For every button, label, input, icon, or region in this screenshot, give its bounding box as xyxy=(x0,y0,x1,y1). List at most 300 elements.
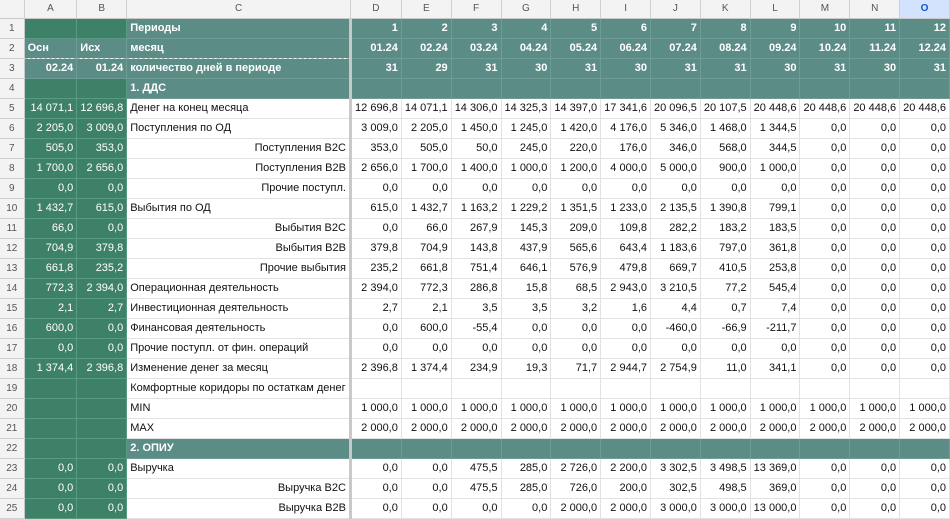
month-label[interactable]: месяц xyxy=(127,38,351,58)
value-cell[interactable]: 3 498,5 xyxy=(700,458,750,478)
value-cell[interactable]: 0,0 xyxy=(700,178,750,198)
value-cell[interactable]: -66,9 xyxy=(700,318,750,338)
value-cell[interactable]: 1 000,0 xyxy=(700,398,750,418)
value-osn[interactable]: 1 700,0 xyxy=(24,158,77,178)
value-cell[interactable] xyxy=(850,378,900,398)
value-cell[interactable] xyxy=(700,378,750,398)
value-cell[interactable]: 2 726,0 xyxy=(551,458,601,478)
value-cell[interactable]: 0,7 xyxy=(700,298,750,318)
month-cell[interactable]: 12.24 xyxy=(900,38,950,58)
value-cell[interactable]: 0,0 xyxy=(750,178,800,198)
value-cell[interactable]: 505,0 xyxy=(401,138,451,158)
row-header[interactable]: 12 xyxy=(0,238,24,258)
value-cell[interactable]: 0,0 xyxy=(800,118,850,138)
value-cell[interactable]: 475,5 xyxy=(451,478,501,498)
value-cell[interactable]: 0,0 xyxy=(900,338,950,358)
value-cell[interactable]: 253,8 xyxy=(750,258,800,278)
value-cell[interactable]: 0,0 xyxy=(401,498,451,518)
value-isx[interactable] xyxy=(77,378,127,398)
row-header[interactable]: 24 xyxy=(0,478,24,498)
value-cell[interactable]: 20 448,6 xyxy=(900,98,950,118)
value-cell[interactable]: 346,0 xyxy=(651,138,701,158)
days-cell[interactable]: 31 xyxy=(900,58,950,78)
value-cell[interactable]: 0,0 xyxy=(800,138,850,158)
value-isx[interactable]: 0,0 xyxy=(77,478,127,498)
column-header-e[interactable]: E xyxy=(401,0,451,18)
row-label[interactable]: Выбытия B2C xyxy=(127,218,351,238)
value-cell[interactable]: 1 432,7 xyxy=(401,198,451,218)
value-cell[interactable]: 0,0 xyxy=(850,238,900,258)
period-number[interactable]: 10 xyxy=(800,18,850,38)
value-cell[interactable]: 0,0 xyxy=(850,358,900,378)
value-cell[interactable]: 0,0 xyxy=(551,338,601,358)
value-cell[interactable]: 2 000,0 xyxy=(651,418,701,438)
month-cell[interactable]: 03.24 xyxy=(451,38,501,58)
value-cell[interactable]: 545,4 xyxy=(750,278,800,298)
value-osn[interactable]: 0,0 xyxy=(24,338,77,358)
value-cell[interactable]: 498,5 xyxy=(700,478,750,498)
value-osn[interactable]: 0,0 xyxy=(24,458,77,478)
value-isx[interactable]: 2 396,8 xyxy=(77,358,127,378)
row-header[interactable]: 21 xyxy=(0,418,24,438)
value-cell[interactable] xyxy=(800,378,850,398)
value-cell[interactable]: 704,9 xyxy=(401,238,451,258)
value-cell[interactable]: 0,0 xyxy=(850,318,900,338)
days-a[interactable]: 02.24 xyxy=(24,58,77,78)
value-cell[interactable]: 1 468,0 xyxy=(700,118,750,138)
column-header-k[interactable]: K xyxy=(700,0,750,18)
value-cell[interactable]: 3,2 xyxy=(551,298,601,318)
value-isx[interactable]: 235,2 xyxy=(77,258,127,278)
row-header[interactable]: 14 xyxy=(0,278,24,298)
value-cell[interactable]: 3,5 xyxy=(451,298,501,318)
row-label[interactable]: Выбытия по ОД xyxy=(127,198,351,218)
value-osn[interactable]: 0,0 xyxy=(24,178,77,198)
value-osn[interactable]: 0,0 xyxy=(24,498,77,518)
section-fill[interactable] xyxy=(750,438,800,458)
value-cell[interactable]: 0,0 xyxy=(900,198,950,218)
value-cell[interactable]: 2 943,0 xyxy=(601,278,651,298)
value-cell[interactable] xyxy=(551,378,601,398)
value-cell[interactable]: 1 000,0 xyxy=(750,398,800,418)
value-cell[interactable]: 0,0 xyxy=(850,138,900,158)
value-cell[interactable]: 77,2 xyxy=(700,278,750,298)
value-cell[interactable]: 3 000,0 xyxy=(700,498,750,518)
value-cell[interactable]: 369,0 xyxy=(750,478,800,498)
value-cell[interactable]: 3,5 xyxy=(501,298,551,318)
days-cell[interactable]: 31 xyxy=(551,58,601,78)
value-cell[interactable]: 0,0 xyxy=(800,358,850,378)
value-isx[interactable]: 353,0 xyxy=(77,138,127,158)
row-header[interactable]: 8 xyxy=(0,158,24,178)
value-cell[interactable]: 0,0 xyxy=(700,338,750,358)
row-header[interactable]: 15 xyxy=(0,298,24,318)
value-cell[interactable] xyxy=(350,378,401,398)
period-number[interactable]: 4 xyxy=(501,18,551,38)
row-label[interactable]: Изменение денег за месяц xyxy=(127,358,351,378)
value-cell[interactable]: 0,0 xyxy=(900,178,950,198)
row-label[interactable]: Операционная деятельность xyxy=(127,278,351,298)
column-header-f[interactable]: F xyxy=(451,0,501,18)
month-cell[interactable]: 09.24 xyxy=(750,38,800,58)
value-cell[interactable]: 479,8 xyxy=(601,258,651,278)
value-isx[interactable]: 615,0 xyxy=(77,198,127,218)
value-cell[interactable]: 2 000,0 xyxy=(800,418,850,438)
section-fill[interactable] xyxy=(651,438,701,458)
value-cell[interactable]: 437,9 xyxy=(501,238,551,258)
value-osn[interactable]: 772,3 xyxy=(24,278,77,298)
value-osn[interactable] xyxy=(24,398,77,418)
value-cell[interactable]: 669,7 xyxy=(651,258,701,278)
value-cell[interactable] xyxy=(651,378,701,398)
value-isx[interactable]: 0,0 xyxy=(77,498,127,518)
month-cell[interactable]: 06.24 xyxy=(601,38,651,58)
value-cell[interactable]: 0,0 xyxy=(850,278,900,298)
value-cell[interactable]: 0,0 xyxy=(800,158,850,178)
section-fill[interactable] xyxy=(350,78,401,98)
month-cell[interactable]: 07.24 xyxy=(651,38,701,58)
value-isx[interactable]: 379,8 xyxy=(77,238,127,258)
value-cell[interactable]: 20 107,5 xyxy=(700,98,750,118)
value-cell[interactable]: 0,0 xyxy=(850,458,900,478)
value-cell[interactable]: 0,0 xyxy=(800,218,850,238)
value-cell[interactable]: 410,5 xyxy=(700,258,750,278)
section-fill[interactable] xyxy=(401,78,451,98)
period-number[interactable]: 9 xyxy=(750,18,800,38)
column-header-d[interactable]: D xyxy=(350,0,401,18)
section-fill[interactable] xyxy=(850,438,900,458)
value-cell[interactable]: 282,2 xyxy=(651,218,701,238)
cell-a[interactable] xyxy=(24,438,77,458)
value-cell[interactable]: 1 374,4 xyxy=(401,358,451,378)
row-header[interactable]: 1 xyxy=(0,18,24,38)
days-cell[interactable]: 31 xyxy=(651,58,701,78)
value-cell[interactable]: 1 000,0 xyxy=(401,398,451,418)
value-cell[interactable]: 0,0 xyxy=(800,238,850,258)
value-cell[interactable]: 14 397,0 xyxy=(551,98,601,118)
month-cell[interactable]: 01.24 xyxy=(350,38,401,58)
value-cell[interactable]: 0,0 xyxy=(800,258,850,278)
value-isx[interactable]: 0,0 xyxy=(77,178,127,198)
value-cell[interactable]: 4 000,0 xyxy=(601,158,651,178)
value-cell[interactable]: 643,4 xyxy=(601,238,651,258)
value-cell[interactable]: 2 394,0 xyxy=(350,278,401,298)
section-fill[interactable] xyxy=(401,438,451,458)
section-fill[interactable] xyxy=(900,438,950,458)
value-cell[interactable]: 0,0 xyxy=(401,338,451,358)
row-header[interactable]: 9 xyxy=(0,178,24,198)
value-cell[interactable]: 2 000,0 xyxy=(551,418,601,438)
section-fill[interactable] xyxy=(551,438,601,458)
row-header[interactable]: 22 xyxy=(0,438,24,458)
value-cell[interactable]: 0,0 xyxy=(451,178,501,198)
value-cell[interactable]: 2 000,0 xyxy=(700,418,750,438)
row-label[interactable]: MIN xyxy=(127,398,351,418)
row-label[interactable]: Выручка B2B xyxy=(127,498,351,518)
value-cell[interactable]: 772,3 xyxy=(401,278,451,298)
value-cell[interactable]: 0,0 xyxy=(850,158,900,178)
section-fill[interactable] xyxy=(451,78,501,98)
row-header[interactable]: 13 xyxy=(0,258,24,278)
value-cell[interactable]: 0,0 xyxy=(850,338,900,358)
row-label[interactable]: Поступления B2C xyxy=(127,138,351,158)
value-cell[interactable]: 353,0 xyxy=(350,138,401,158)
value-isx[interactable]: 0,0 xyxy=(77,318,127,338)
value-cell[interactable]: 0,0 xyxy=(501,338,551,358)
value-cell[interactable]: 20 448,6 xyxy=(800,98,850,118)
value-osn[interactable] xyxy=(24,378,77,398)
value-cell[interactable]: 1 390,8 xyxy=(700,198,750,218)
column-header-b[interactable]: B xyxy=(77,0,127,18)
section-fill[interactable] xyxy=(501,78,551,98)
row-label[interactable]: Инвестиционная деятельность xyxy=(127,298,351,318)
value-cell[interactable]: 0,0 xyxy=(800,198,850,218)
value-cell[interactable]: 11,0 xyxy=(700,358,750,378)
value-cell[interactable]: 661,8 xyxy=(401,258,451,278)
value-cell[interactable]: 0,0 xyxy=(900,218,950,238)
value-cell[interactable]: 1 344,5 xyxy=(750,118,800,138)
value-cell[interactable]: 20 096,5 xyxy=(651,98,701,118)
value-cell[interactable]: 475,5 xyxy=(451,458,501,478)
value-cell[interactable]: 1 200,0 xyxy=(551,158,601,178)
value-isx[interactable] xyxy=(77,398,127,418)
value-cell[interactable]: 0,0 xyxy=(900,138,950,158)
value-cell[interactable]: 0,0 xyxy=(551,318,601,338)
value-cell[interactable]: 0,0 xyxy=(350,178,401,198)
value-cell[interactable]: 0,0 xyxy=(451,498,501,518)
value-cell[interactable]: 0,0 xyxy=(651,178,701,198)
value-cell[interactable]: -460,0 xyxy=(651,318,701,338)
value-cell[interactable]: 0,0 xyxy=(850,498,900,518)
row-header[interactable]: 4 xyxy=(0,78,24,98)
value-cell[interactable]: 234,9 xyxy=(451,358,501,378)
value-cell[interactable]: 0,0 xyxy=(900,458,950,478)
section-fill[interactable] xyxy=(601,78,651,98)
month-cell[interactable]: 08.24 xyxy=(700,38,750,58)
value-cell[interactable]: 200,0 xyxy=(601,478,651,498)
row-header[interactable]: 16 xyxy=(0,318,24,338)
value-cell[interactable]: 0,0 xyxy=(850,178,900,198)
value-osn[interactable]: 704,9 xyxy=(24,238,77,258)
value-cell[interactable]: 1 000,0 xyxy=(350,398,401,418)
value-cell[interactable]: 0,0 xyxy=(551,178,601,198)
value-cell[interactable]: 3 009,0 xyxy=(350,118,401,138)
value-cell[interactable]: 2 000,0 xyxy=(401,418,451,438)
value-cell[interactable]: 285,0 xyxy=(501,458,551,478)
value-cell[interactable]: 3 302,5 xyxy=(651,458,701,478)
value-cell[interactable]: 615,0 xyxy=(350,198,401,218)
value-cell[interactable]: 286,8 xyxy=(451,278,501,298)
section-fill[interactable] xyxy=(750,78,800,98)
value-cell[interactable]: 1 233,0 xyxy=(601,198,651,218)
value-cell[interactable]: 2 000,0 xyxy=(900,418,950,438)
value-cell[interactable]: 109,8 xyxy=(601,218,651,238)
period-number[interactable]: 11 xyxy=(850,18,900,38)
days-cell[interactable]: 30 xyxy=(501,58,551,78)
value-cell[interactable]: 344,5 xyxy=(750,138,800,158)
column-header-m[interactable]: M xyxy=(800,0,850,18)
row-header[interactable]: 3 xyxy=(0,58,24,78)
value-cell[interactable]: 568,0 xyxy=(700,138,750,158)
days-cell[interactable]: 30 xyxy=(750,58,800,78)
value-isx[interactable]: 0,0 xyxy=(77,218,127,238)
value-cell[interactable]: 20 448,6 xyxy=(850,98,900,118)
value-cell[interactable]: 1 351,5 xyxy=(551,198,601,218)
value-isx[interactable]: 2 656,0 xyxy=(77,158,127,178)
value-cell[interactable]: 2 000,0 xyxy=(601,418,651,438)
column-header-g[interactable]: G xyxy=(501,0,551,18)
value-cell[interactable]: 3 000,0 xyxy=(651,498,701,518)
row-label[interactable]: Выручка B2C xyxy=(127,478,351,498)
row-label[interactable]: Выручка xyxy=(127,458,351,478)
value-osn[interactable]: 661,8 xyxy=(24,258,77,278)
value-cell[interactable]: 50,0 xyxy=(451,138,501,158)
period-number[interactable]: 7 xyxy=(651,18,701,38)
value-cell[interactable]: 0,0 xyxy=(850,118,900,138)
row-label[interactable]: Денег на конец месяца xyxy=(127,98,351,118)
value-cell[interactable]: 1 000,0 xyxy=(900,398,950,418)
value-cell[interactable]: 0,0 xyxy=(900,118,950,138)
row-header[interactable]: 6 xyxy=(0,118,24,138)
value-cell[interactable]: 245,0 xyxy=(501,138,551,158)
column-header-n[interactable]: N xyxy=(850,0,900,18)
month-cell[interactable]: 02.24 xyxy=(401,38,451,58)
value-cell[interactable]: 0,0 xyxy=(651,338,701,358)
value-cell[interactable]: 183,5 xyxy=(750,218,800,238)
value-cell[interactable]: 4,4 xyxy=(651,298,701,318)
value-cell[interactable]: 143,8 xyxy=(451,238,501,258)
value-cell[interactable]: 0,0 xyxy=(900,238,950,258)
section-fill[interactable] xyxy=(601,438,651,458)
value-cell[interactable]: 176,0 xyxy=(601,138,651,158)
value-cell[interactable]: 12 696,8 xyxy=(350,98,401,118)
value-isx[interactable]: 0,0 xyxy=(77,458,127,478)
section-title[interactable]: 1. ДДС xyxy=(127,78,351,98)
value-cell[interactable]: 1 000,0 xyxy=(800,398,850,418)
row-header[interactable]: 10 xyxy=(0,198,24,218)
value-cell[interactable]: 145,3 xyxy=(501,218,551,238)
value-osn[interactable]: 2 205,0 xyxy=(24,118,77,138)
value-cell[interactable]: 0,0 xyxy=(900,498,950,518)
value-cell[interactable]: 900,0 xyxy=(700,158,750,178)
row-header[interactable]: 19 xyxy=(0,378,24,398)
value-osn[interactable]: 0,0 xyxy=(24,478,77,498)
value-cell[interactable]: 0,0 xyxy=(850,478,900,498)
value-cell[interactable]: 0,0 xyxy=(350,218,401,238)
value-cell[interactable]: 0,0 xyxy=(401,458,451,478)
value-isx[interactable]: 2,7 xyxy=(77,298,127,318)
value-cell[interactable]: 66,0 xyxy=(401,218,451,238)
value-cell[interactable]: 1 420,0 xyxy=(551,118,601,138)
days-cell[interactable]: 31 xyxy=(451,58,501,78)
value-cell[interactable]: 2 200,0 xyxy=(601,458,651,478)
section-fill[interactable] xyxy=(800,438,850,458)
value-cell[interactable] xyxy=(601,378,651,398)
row-header[interactable]: 17 xyxy=(0,338,24,358)
value-cell[interactable]: 0,0 xyxy=(350,498,401,518)
value-isx[interactable]: 0,0 xyxy=(77,338,127,358)
value-cell[interactable]: 3 210,5 xyxy=(651,278,701,298)
value-cell[interactable]: 0,0 xyxy=(800,498,850,518)
row-label[interactable]: Прочие поступл. от фин. операций xyxy=(127,338,351,358)
value-cell[interactable]: 0,0 xyxy=(501,318,551,338)
value-cell[interactable]: 1 450,0 xyxy=(451,118,501,138)
period-number[interactable]: 3 xyxy=(451,18,501,38)
days-cell[interactable]: 31 xyxy=(800,58,850,78)
value-cell[interactable]: 2 944,7 xyxy=(601,358,651,378)
value-cell[interactable]: 5 000,0 xyxy=(651,158,701,178)
row-label[interactable]: Прочие поступл. xyxy=(127,178,351,198)
section-fill[interactable] xyxy=(900,78,950,98)
period-number[interactable]: 8 xyxy=(700,18,750,38)
period-number[interactable]: 2 xyxy=(401,18,451,38)
row-header[interactable]: 18 xyxy=(0,358,24,378)
value-cell[interactable]: 1 400,0 xyxy=(451,158,501,178)
value-cell[interactable]: 0,0 xyxy=(800,478,850,498)
value-cell[interactable]: 1 000,0 xyxy=(601,398,651,418)
section-fill[interactable] xyxy=(451,438,501,458)
value-cell[interactable]: -211,7 xyxy=(750,318,800,338)
value-cell[interactable]: 14 306,0 xyxy=(451,98,501,118)
value-cell[interactable]: 0,0 xyxy=(850,218,900,238)
value-cell[interactable]: 1 245,0 xyxy=(501,118,551,138)
period-number[interactable]: 5 xyxy=(551,18,601,38)
value-cell[interactable]: 2 205,0 xyxy=(401,118,451,138)
section-fill[interactable] xyxy=(850,78,900,98)
column-header-j[interactable]: J xyxy=(651,0,701,18)
period-number[interactable]: 6 xyxy=(601,18,651,38)
value-cell[interactable]: 361,8 xyxy=(750,238,800,258)
value-cell[interactable]: 2 000,0 xyxy=(601,498,651,518)
value-cell[interactable]: 1 000,0 xyxy=(451,398,501,418)
cell-b[interactable] xyxy=(77,78,127,98)
value-isx[interactable]: 2 394,0 xyxy=(77,278,127,298)
days-label[interactable]: количество дней в периоде xyxy=(127,58,351,78)
row-label[interactable]: Финансовая деятельность xyxy=(127,318,351,338)
value-cell[interactable] xyxy=(750,378,800,398)
value-isx[interactable]: 3 009,0 xyxy=(77,118,127,138)
value-cell[interactable]: 13 369,0 xyxy=(750,458,800,478)
column-header-o[interactable]: O xyxy=(900,0,950,18)
value-cell[interactable]: 4 176,0 xyxy=(601,118,651,138)
value-osn[interactable]: 66,0 xyxy=(24,218,77,238)
value-cell[interactable]: 2 656,0 xyxy=(350,158,401,178)
value-cell[interactable]: 2 000,0 xyxy=(451,418,501,438)
section-fill[interactable] xyxy=(700,438,750,458)
section-fill[interactable] xyxy=(700,78,750,98)
value-isx[interactable]: 12 696,8 xyxy=(77,98,127,118)
value-cell[interactable] xyxy=(900,378,950,398)
value-cell[interactable]: 379,8 xyxy=(350,238,401,258)
period-number[interactable]: 12 xyxy=(900,18,950,38)
row-header[interactable]: 23 xyxy=(0,458,24,478)
column-header-l[interactable]: L xyxy=(750,0,800,18)
value-cell[interactable]: 285,0 xyxy=(501,478,551,498)
value-cell[interactable]: 646,1 xyxy=(501,258,551,278)
value-cell[interactable] xyxy=(401,378,451,398)
days-cell[interactable]: 29 xyxy=(401,58,451,78)
value-osn[interactable]: 600,0 xyxy=(24,318,77,338)
value-cell[interactable]: 799,1 xyxy=(750,198,800,218)
value-cell[interactable]: 1 000,0 xyxy=(501,398,551,418)
section-title[interactable]: 2. ОПИУ xyxy=(127,438,351,458)
value-cell[interactable]: 14 325,3 xyxy=(501,98,551,118)
row-label[interactable]: Прочие выбытия xyxy=(127,258,351,278)
value-cell[interactable]: 19,3 xyxy=(501,358,551,378)
value-cell[interactable]: 1 000,0 xyxy=(850,398,900,418)
value-cell[interactable]: 71,7 xyxy=(551,358,601,378)
value-cell[interactable]: 302,5 xyxy=(651,478,701,498)
